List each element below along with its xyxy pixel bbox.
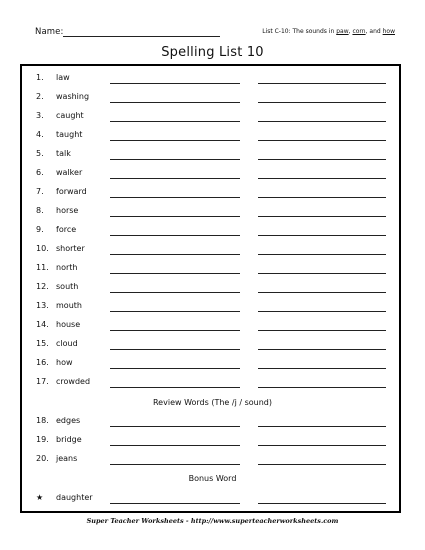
practice-line-1[interactable] xyxy=(110,83,240,84)
practice-line-1[interactable] xyxy=(110,273,240,274)
practice-line-1[interactable] xyxy=(110,330,240,331)
review-word-row xyxy=(22,452,403,468)
bonus-word-row xyxy=(22,491,403,507)
practice-line-2[interactable] xyxy=(258,102,386,103)
practice-line-1[interactable] xyxy=(110,368,240,369)
practice-line-1[interactable] xyxy=(110,445,240,446)
word-row xyxy=(22,318,403,334)
practice-line-2[interactable] xyxy=(258,387,386,388)
practice-line-2[interactable] xyxy=(258,140,386,141)
word-number: 14. xyxy=(36,320,49,329)
word-number: 19. xyxy=(36,435,49,444)
spelling-word: law xyxy=(56,73,70,82)
practice-line-1[interactable] xyxy=(110,178,240,179)
practice-line-1[interactable] xyxy=(110,426,240,427)
word-number: 13. xyxy=(36,301,49,310)
name-label: Name: xyxy=(35,27,64,37)
practice-line-2[interactable] xyxy=(258,292,386,293)
word-number: 16. xyxy=(36,358,49,367)
word-number: 17. xyxy=(36,377,49,386)
practice-line-2[interactable] xyxy=(258,330,386,331)
review-word-row xyxy=(22,414,403,430)
spelling-word: jeans xyxy=(56,454,78,463)
practice-line-2[interactable] xyxy=(258,121,386,122)
name-write-line[interactable] xyxy=(63,36,220,37)
and-separator: , and xyxy=(365,28,383,35)
spelling-word: shorter xyxy=(56,244,85,253)
sound-word-how: how xyxy=(382,28,395,35)
spelling-word: caught xyxy=(56,111,84,120)
sound-word-paw: paw xyxy=(336,28,349,35)
word-row xyxy=(22,356,403,372)
practice-line-2[interactable] xyxy=(258,273,386,274)
word-row xyxy=(22,242,403,258)
practice-line-1[interactable] xyxy=(110,311,240,312)
practice-line-1[interactable] xyxy=(110,292,240,293)
bonus-word: daughter xyxy=(56,493,93,502)
word-number: 4. xyxy=(36,130,44,139)
practice-line-1[interactable] xyxy=(110,102,240,103)
practice-line-2[interactable] xyxy=(258,445,386,446)
spelling-word: walker xyxy=(56,168,83,177)
word-row xyxy=(22,109,403,125)
worksheet-header xyxy=(35,25,395,39)
word-row xyxy=(22,337,403,353)
practice-line-1[interactable] xyxy=(110,140,240,141)
practice-line-2[interactable] xyxy=(258,464,386,465)
word-number: 12. xyxy=(36,282,49,291)
spelling-word: washing xyxy=(56,92,90,101)
practice-line-1[interactable] xyxy=(110,216,240,217)
practice-line-1[interactable] xyxy=(110,349,240,350)
spelling-word: south xyxy=(56,282,79,291)
star-icon: ★ xyxy=(36,493,44,502)
spelling-word: mouth xyxy=(56,301,82,310)
word-number: 15. xyxy=(36,339,49,348)
practice-line-2[interactable] xyxy=(258,254,386,255)
practice-line-2[interactable] xyxy=(258,426,386,427)
practice-line-2[interactable] xyxy=(258,311,386,312)
page-title: Spelling List 10 xyxy=(161,45,264,60)
spelling-word: how xyxy=(56,358,73,367)
practice-line-1[interactable] xyxy=(110,387,240,388)
list-prefix: List C-10: The sounds in xyxy=(262,28,337,35)
spelling-word: force xyxy=(56,225,77,234)
word-row xyxy=(22,261,403,277)
word-number: 10. xyxy=(36,244,49,253)
word-row xyxy=(22,128,403,144)
spelling-word: edges xyxy=(56,416,81,425)
word-list-frame xyxy=(20,64,401,513)
list-description xyxy=(262,28,395,35)
practice-line-1[interactable] xyxy=(110,197,240,198)
word-row xyxy=(22,299,403,315)
practice-line-2[interactable] xyxy=(258,503,386,504)
practice-line-1[interactable] xyxy=(110,121,240,122)
word-row xyxy=(22,223,403,239)
footer-credit: Super Teacher Worksheets - http://www.superteacherworksheets.com xyxy=(86,517,339,525)
practice-line-2[interactable] xyxy=(258,159,386,160)
sound-word-corn: corn xyxy=(352,28,366,35)
word-number: 20. xyxy=(36,454,49,463)
word-row xyxy=(22,185,403,201)
spelling-word: crowded xyxy=(56,377,91,386)
practice-line-2[interactable] xyxy=(258,368,386,369)
word-row xyxy=(22,280,403,296)
word-row xyxy=(22,204,403,220)
word-row xyxy=(22,375,403,391)
spelling-word: talk xyxy=(56,149,71,158)
review-word-row xyxy=(22,433,403,449)
word-number: 9. xyxy=(36,225,44,234)
practice-line-1[interactable] xyxy=(110,503,240,504)
word-number: 6. xyxy=(36,168,44,177)
practice-line-2[interactable] xyxy=(258,235,386,236)
word-number: 18. xyxy=(36,416,49,425)
spelling-word: forward xyxy=(56,187,87,196)
spelling-word: taught xyxy=(56,130,83,139)
word-number: 11. xyxy=(36,263,49,272)
word-number: 3. xyxy=(36,111,44,120)
spelling-word: bridge xyxy=(56,435,82,444)
spelling-word: cloud xyxy=(56,339,78,348)
practice-line-1[interactable] xyxy=(110,464,240,465)
practice-line-2[interactable] xyxy=(258,178,386,179)
practice-line-1[interactable] xyxy=(110,254,240,255)
word-row xyxy=(22,71,403,87)
review-words-title: Review Words (The /j / sound) xyxy=(152,398,272,407)
word-number: 5. xyxy=(36,149,44,158)
comma-separator: , xyxy=(348,28,353,35)
practice-line-2[interactable] xyxy=(258,349,386,350)
spelling-word: horse xyxy=(56,206,79,215)
word-number: 7. xyxy=(36,187,44,196)
word-row xyxy=(22,90,403,106)
word-row xyxy=(22,147,403,163)
word-number: 8. xyxy=(36,206,44,215)
bonus-word-title: Bonus Word xyxy=(188,474,237,483)
practice-line-2[interactable] xyxy=(258,197,386,198)
word-number: 1. xyxy=(36,73,44,82)
practice-line-2[interactable] xyxy=(258,216,386,217)
practice-line-1[interactable] xyxy=(110,159,240,160)
spelling-word: north xyxy=(56,263,78,272)
practice-line-2[interactable] xyxy=(258,83,386,84)
practice-line-1[interactable] xyxy=(110,235,240,236)
word-row xyxy=(22,166,403,182)
word-number: 2. xyxy=(36,92,44,101)
spelling-word: house xyxy=(56,320,81,329)
